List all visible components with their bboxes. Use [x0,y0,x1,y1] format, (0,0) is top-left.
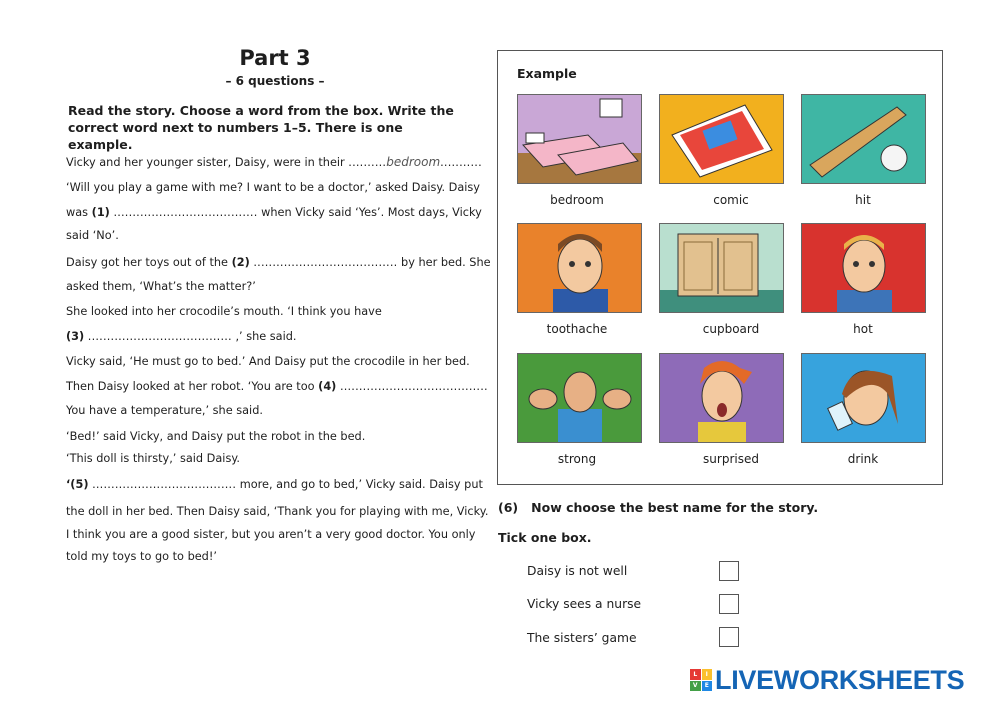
story-line: I think you are a good sister, but you aren’t a very good doctor. You only [66,528,476,541]
hit-picture [801,94,926,184]
answer-blank-3[interactable]: ...................................... [87,330,232,343]
option-checkbox-2[interactable] [719,594,739,614]
worksheet-subtitle: – 6 questions – [225,74,325,88]
logo-text: LIVEWORKSHEETS [715,664,965,695]
comic-picture [659,94,784,184]
story-line [66,380,488,393]
option-checkbox-3[interactable] [719,627,739,647]
story-text: was [66,206,89,219]
logo-mark-letter: I [702,669,713,680]
example-answer: bedroom [386,155,441,169]
instructions: Read the story. Choose a word from the box. Write the correct word next to numbers 1–5. There is one example. [68,103,454,152]
word-bedroom: bedroom [550,193,604,207]
story-line: ‘Will you play a game with me? I want to be a doctor,’ asked Daisy. Daisy [66,181,480,194]
story-text: Vicky and her younger sister, Daisy, were in their [66,156,345,169]
question-number: (3) [66,330,85,343]
logo-mark-letter: V [690,681,701,692]
question-number: (2) [231,256,250,269]
answer-blank-2[interactable]: ...................................... [253,256,398,269]
logo-mark-icon [690,669,712,691]
story-text: Daisy got her toys out of the [66,256,228,269]
story-text: . [484,380,488,393]
blank-dots: .......... [348,156,387,169]
bedroom-picture [517,94,642,184]
story-line: You have a temperature,’ she said. [66,404,263,417]
toothache-picture [517,223,642,313]
word-comic: comic [713,193,749,207]
word-hot: hot [853,322,873,336]
story-line: She looked into her crocodile’s mouth. ‘I think you have [66,305,382,318]
story-line: the doll in her bed. Then Daisy said, ‘Thank you for playing with me, Vicky. [66,505,489,518]
story-text: Then Daisy looked at her robot. ‘You are too [66,380,315,393]
story-line [66,155,482,169]
logo-mark-letter: E [702,681,713,692]
story-line: Vicky said, ‘He must go to bed.’ And Daisy put the crocodile in her bed. [66,355,470,368]
option-checkbox-1[interactable] [719,561,739,581]
story-line [66,330,297,343]
question-number: (1) [91,206,110,219]
drink-picture [801,353,926,443]
story-line: told my toys to go to bed!’ [66,550,217,563]
question-6-prompt: (6) Now choose the best name for the story. [498,500,819,515]
story-text: . [478,156,482,169]
question-number: (4) [318,380,337,393]
story-text: by her bed. She [401,256,491,269]
liveworksheets-logo [690,666,964,694]
story-line: ‘This doll is thirsty,’ said Daisy. [66,452,240,465]
word-hit: hit [855,193,871,207]
question-number: ‘(5) [66,478,89,491]
cupboard-picture [659,223,784,313]
story-line [66,256,491,269]
story-line [66,478,483,491]
story-line: asked them, ‘What’s the matter?’ [66,280,256,293]
story-text: when Vicky said ‘Yes’. Most days, Vicky [261,206,482,219]
story-line: ‘Bed!’ said Vicky, and Daisy put the robot in the bed. [66,430,366,443]
surprised-picture [659,353,784,443]
example-label: Example [517,66,577,81]
word-surprised: surprised [703,452,759,466]
story-line [66,206,482,219]
hot-picture [801,223,926,313]
option-label-2: Vicky sees a nurse [527,597,642,611]
blank-dots: .......... [440,156,479,169]
answer-blank-5[interactable]: ...................................... [92,478,237,491]
word-strong: strong [557,452,597,466]
strong-picture [517,353,642,443]
option-label-3: The sisters’ game [527,631,637,645]
answer-blank-4[interactable]: ...................................... [339,380,484,393]
logo-mark-letter: L [690,669,701,680]
tick-instruction: Tick one box. [498,530,592,545]
story-line: said ‘No’. [66,229,119,242]
story-text: ,’ she said. [235,330,297,343]
worksheet-title: Part 3 [239,46,311,70]
word-drink: drink [847,452,879,466]
story-text: more, and go to bed,’ Vicky said. Daisy put [239,478,483,491]
word-cupboard: cupboard [702,322,760,336]
word-toothache: toothache [546,322,608,336]
option-label-1: Daisy is not well [527,564,628,578]
answer-blank-1[interactable]: ...................................... [113,206,258,219]
